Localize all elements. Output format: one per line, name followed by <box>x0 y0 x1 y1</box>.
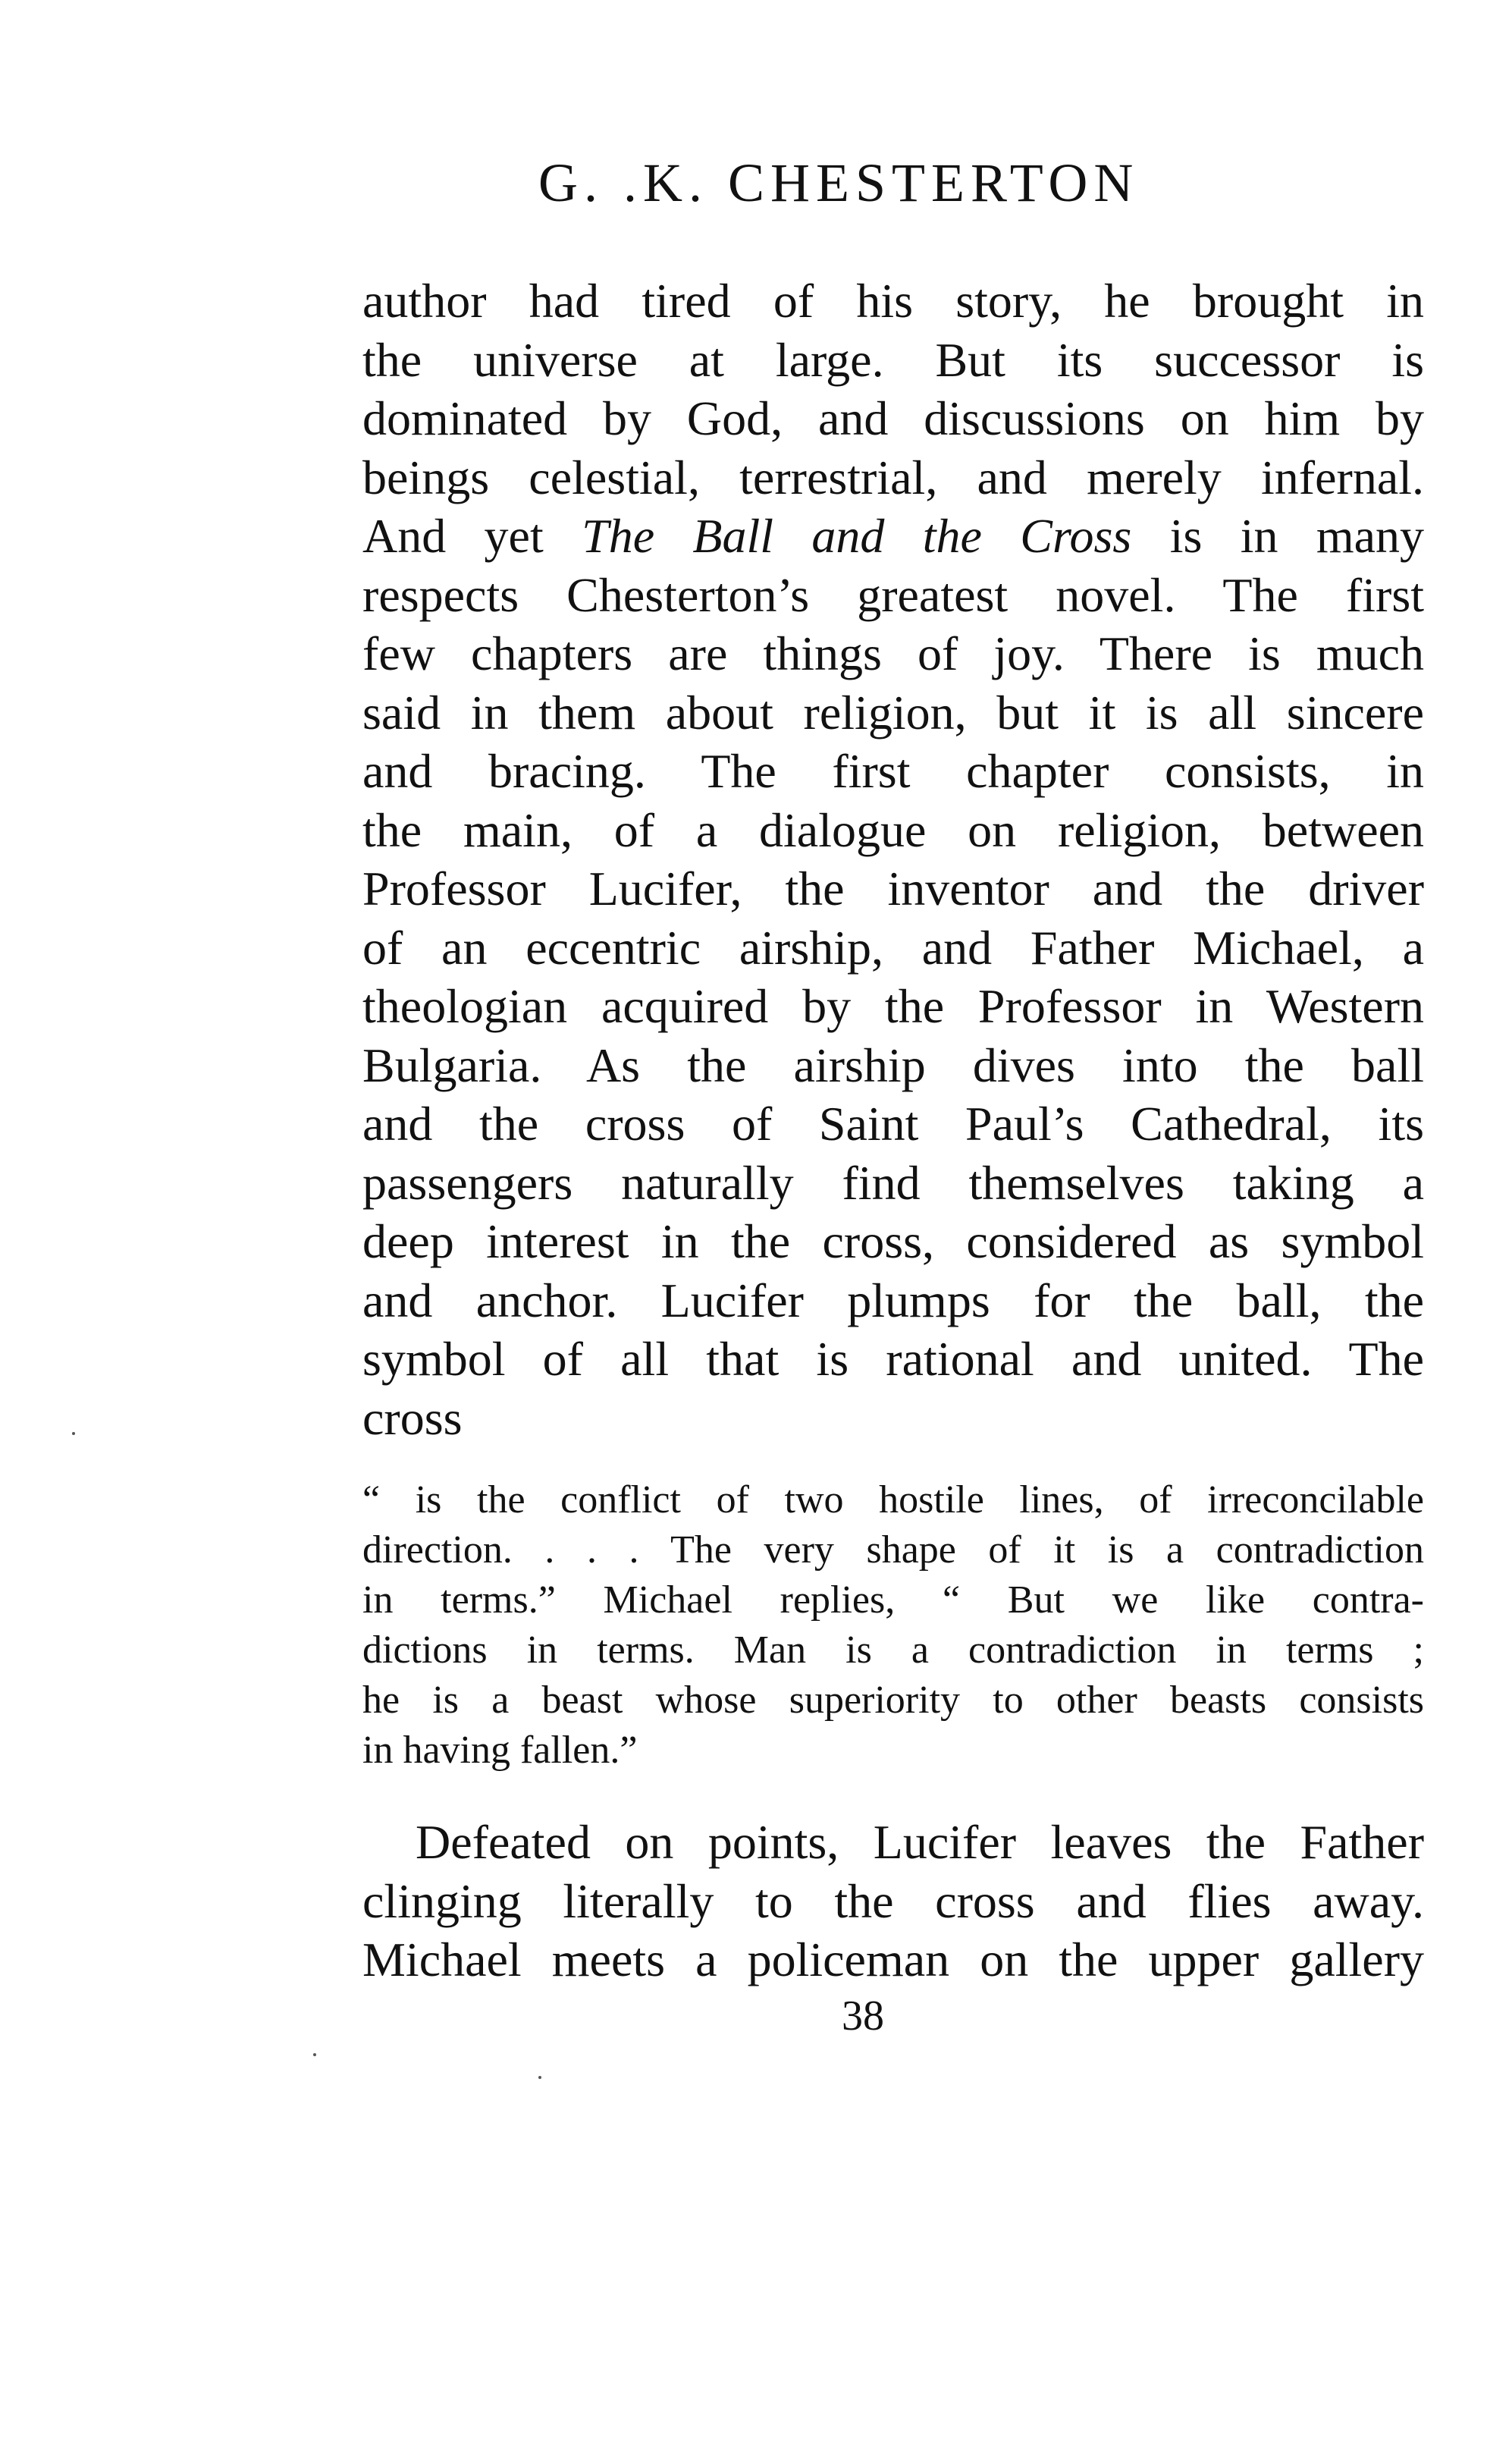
text-line: cross <box>362 1390 463 1445</box>
text-line: respects Chesterton’s greatest novel. The first <box>362 567 1424 622</box>
text-line: and anchor. Lucifer plumps for the ball, the <box>362 1273 1424 1327</box>
text-line: Bulgaria. As the airship dives into the ball <box>362 1038 1424 1092</box>
scan-speck <box>538 2076 541 2079</box>
text-line-with-title <box>362 507 1424 566</box>
text-line: Professor Lucifer, the inventor and the driver <box>362 862 1424 915</box>
text-line: deep interest in the cross, considered as symbol <box>362 1214 1424 1268</box>
quote-line: dictions in terms. Man is a contradiction in terms ; <box>362 1628 1424 1672</box>
running-header: G. .K. CHESTERTON <box>538 152 1140 213</box>
text-line: dominated by God, and discussions on him by <box>362 391 1424 445</box>
second-paragraph <box>362 1813 1424 1989</box>
text-line: theologian acquired by the Professor in Western <box>362 979 1424 1033</box>
text-line: passengers naturally find themselves taking a <box>362 1155 1424 1210</box>
quote-line: he is a beast whose superiority to other beasts consists <box>362 1678 1424 1722</box>
main-paragraph <box>362 272 1424 1447</box>
text-line: of an eccentric airship, and Father Michael, a <box>362 920 1424 975</box>
quote-line: direction. . . . The very shape of it is a contradiction <box>362 1528 1424 1572</box>
text-line: and the cross of Saint Paul’s Cathedral, its <box>362 1097 1424 1151</box>
text-line: Michael meets a policeman on the upper gallery <box>362 1933 1424 1986</box>
text-fragment: is in many <box>1169 509 1425 563</box>
text-line: and bracing. The first chapter consists, in <box>362 744 1424 798</box>
text-line: the main, of a dialogue on religion, between <box>362 802 1424 857</box>
text-line: author had tired of his story, he brought in <box>362 274 1424 328</box>
text-line: symbol of all that is rational and united. The <box>362 1332 1424 1386</box>
text-line: the universe at large. But its successor is <box>362 332 1424 387</box>
scan-speck <box>313 2053 316 2056</box>
quote-line: “ is the conflict of two hostile lines, of irreconcilable <box>362 1478 1424 1521</box>
book-title: The Ball and the Cross <box>582 509 1132 563</box>
quote-line: in terms.” Michael replies, “ But we like contra- <box>362 1578 1424 1622</box>
block-quote <box>362 1475 1424 1776</box>
text-line: said in them about religion, but it is all sincere <box>362 685 1424 740</box>
text-fragment: And yet <box>362 509 544 563</box>
text-line: clinging literally to the cross and flies away. <box>362 1873 1424 1928</box>
page-number: 38 <box>842 1993 884 2040</box>
quote-line: in having fallen.” <box>362 1729 638 1772</box>
text-line: beings celestial, terrestrial, and merely infernal. <box>362 450 1424 504</box>
scan-speck <box>72 1432 75 1435</box>
text-line: Defeated on points, Lucifer leaves the Father <box>416 1815 1424 1869</box>
text-line: few chapters are things of joy. There is much <box>362 626 1424 680</box>
